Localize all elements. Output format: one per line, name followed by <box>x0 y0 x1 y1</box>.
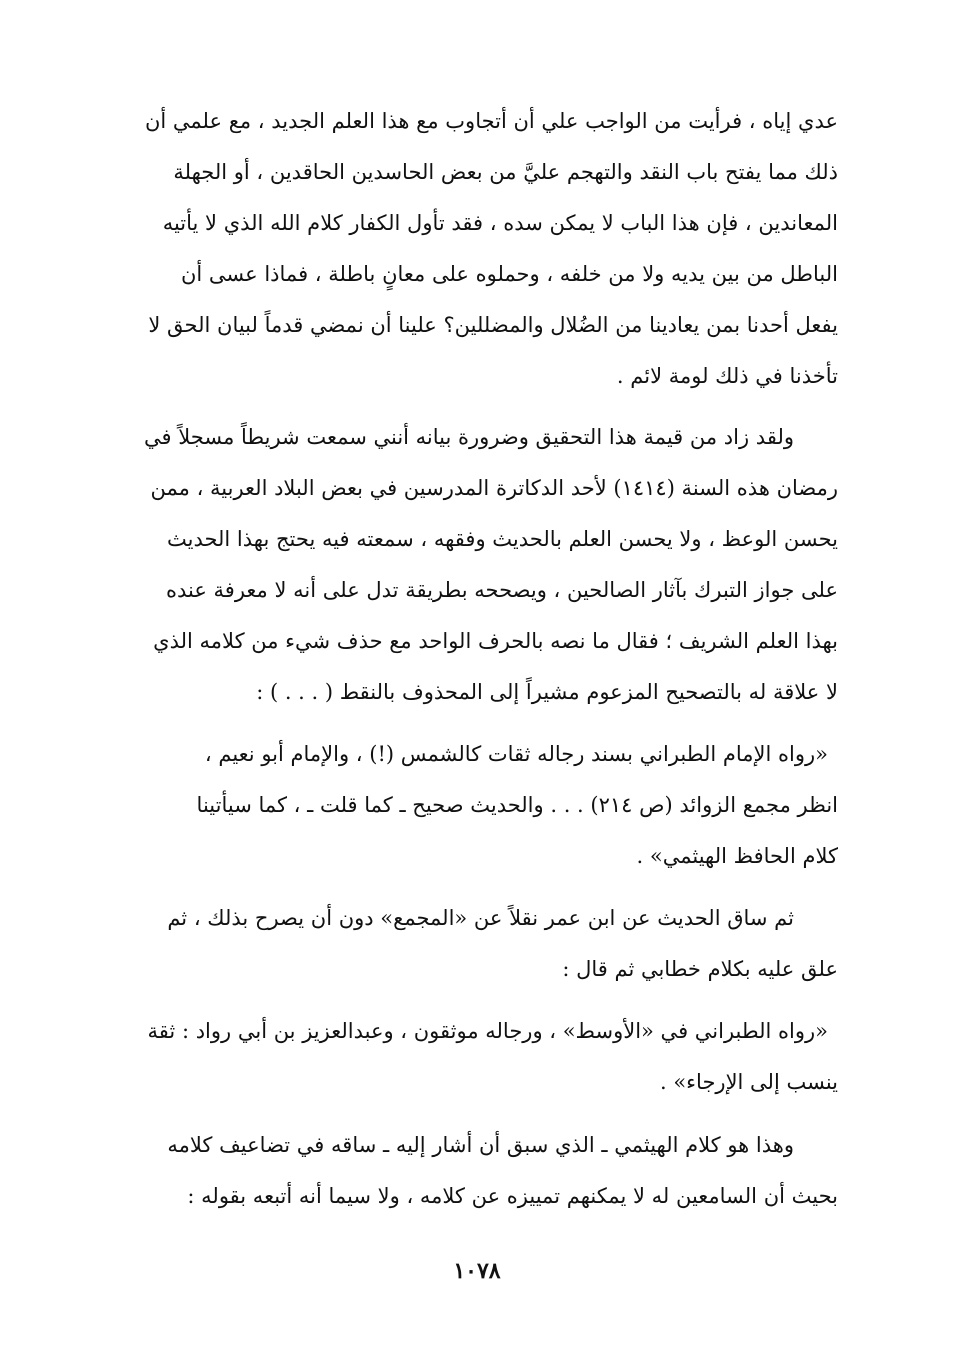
text-line: ذلك مما يفتح باب النقد والتهجم عليَّ من بعض الحاسدين الحاقدين ، أو الجهلة <box>173 160 838 184</box>
text-line: ينسب إلى الإرجاء» . <box>659 1070 838 1094</box>
text-line: لا علاقة له بالتصحيح المزعوم مشيراً إلى المحذوف بالنقط ( . . . ) : <box>256 680 838 704</box>
text-line: عدي إياه ، فرأيت من الواجب علي أن أتجاوب مع هذا العلم الجديد ، مع علمي أن <box>144 109 838 133</box>
text-line: بحيث أن السامعين له لا يمكنهم تمييزه عن كلامه ، ولا سيما أنه أتبعه بقوله : <box>187 1184 838 1208</box>
text-line: يفعل أحدنا بمن يعادينا من الضُلال والمضللين؟ علينا أن نمضي قدماً لبيان الحق لا <box>148 313 838 337</box>
text-line: المعاندين ، فإن هذا الباب لا يمكن سده ، فقد تأول الكفار كلام الله الذي لا يأتيه <box>162 211 838 235</box>
text-line: علق عليه بكلام خطابي ثم قال : <box>562 957 838 981</box>
text-line: على جواز التبرك بآثار الصالحين ، ويصححه بطريقة تدل على أنه لا معرفة عنده <box>165 578 838 602</box>
text-line: «رواه الإمام الطبراني بسند رجاله ثقات كالشمس (!) ، والإمام أبو نعيم ، <box>204 742 828 766</box>
text-line: كلام الحافظ الهيثمي» . <box>636 844 838 868</box>
paragraph-quote-awsat <box>88 1006 838 1108</box>
paragraph-recording <box>88 412 838 718</box>
text-line: بهذا العلم الشريف ؛ فقال ما نصه بالحرف الواحد مع حذف شيء من كلامه الذي <box>153 629 838 653</box>
text-line: ثم ساق الحديث عن ابن عمر نقلاً عن «المجمع» دون أن يصرح بذلك ، ثم <box>167 906 794 930</box>
paragraph-then-quoted <box>88 893 838 995</box>
page-body <box>88 96 838 1222</box>
text-line: «رواه الطبراني في «الأوسط» ، ورجاله موثقون ، وعبدالعزيز بن أبي رواد : ثقة <box>147 1019 828 1043</box>
paragraph-quote-tabarani <box>88 729 838 882</box>
text-line: وهذا هو كلام الهيثمي ـ الذي سبق أن أشار إليه ـ ساقه في تضاعيف كلامه <box>167 1133 794 1157</box>
text-line: تأخذنا في ذلك لومة لائم . <box>616 364 838 388</box>
text-line: انظر مجمع الزوائد (ص ٢١٤) . . . والحديث صحيح ـ كما قلت ـ ، كما سيأتينا <box>196 793 838 817</box>
text-line: ولقد زاد من قيمة هذا التحقيق وضرورة بيانه أنني سمعت شريطاً مسجلاً في <box>144 425 794 449</box>
text-line: رمضان هذه السنة (١٤١٤) لأحد الدكاترة المدرسين في بعض البلاد العربية ، ممن <box>150 476 838 500</box>
page-number: ١٠٧٨ <box>453 1258 501 1284</box>
text-line: يحسن الوعظ ، ولا يحسن العلم بالحديث وفقهه ، سمعته فيه يحتج بهذا الحديث <box>166 527 838 551</box>
paragraph-intro <box>88 96 838 402</box>
paragraph-haythami <box>88 1120 838 1222</box>
text-line: الباطل من بين يديه ولا من خلفه ، وحملوه على معانٍ باطلة ، فماذا عسى أن <box>180 262 838 286</box>
